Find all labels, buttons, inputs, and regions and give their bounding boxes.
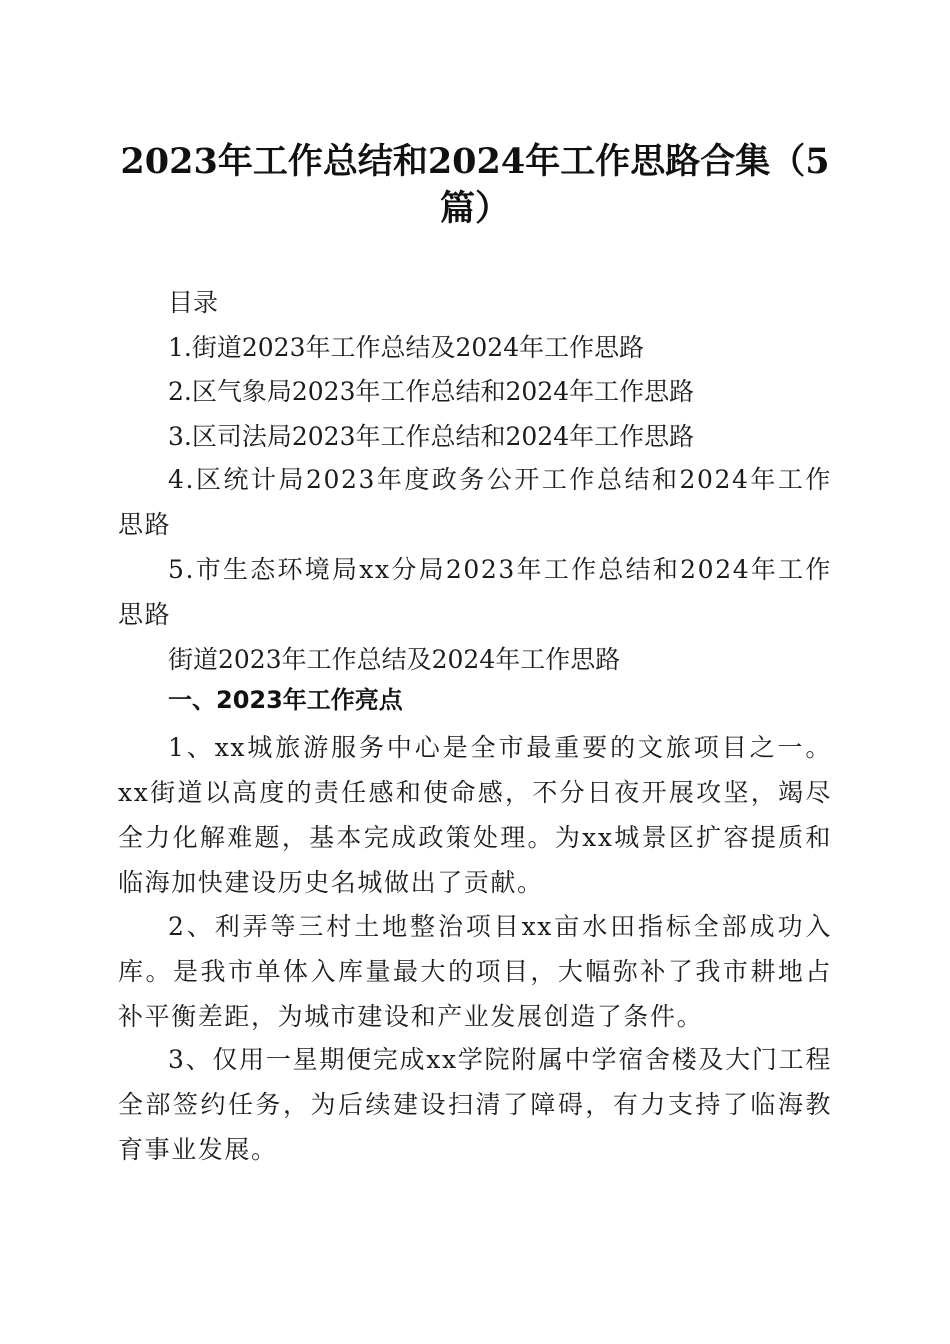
paragraph-3: 3、仅用一星期便完成xx学院附属中学宿舍楼及大门工程全部签约任务，为后续建设扫清了障碍，有力支持了临海教育事业发展。 [118, 1045, 832, 1164]
toc-label: 目录 [168, 288, 219, 317]
toc-item-2[interactable]: 2.区气象局2023年工作总结和2024年工作思路 [168, 377, 695, 406]
toc-item-1[interactable]: 1.街道2023年工作总结及2024年工作思路 [168, 333, 645, 362]
paragraph-1: 1、xx城旅游服务中心是全市最重要的文旅项目之一。xx街道以高度的责任感和使命感，不分日夜开展攻坚，竭尽全力化解难题，基本完成政策处理。为xx城景区扩容提质和临海加快建设历史名城做出了贡献。 [118, 733, 832, 897]
document-title: 2023年工作总结和2024年工作思路合集（5篇） [120, 141, 830, 229]
paragraph-2: 2、利弄等三村土地整治项目xx亩水田指标全部成功入库。是我市单体入库量最大的项目，大幅弥补了我市耕地占补平衡差距，为城市建设和产业发展创造了条件。 [118, 912, 832, 1031]
toc-item-5[interactable]: 5.市生态环境局xx分局2023年工作总结和2024年工作思路 [118, 555, 832, 629]
section-title: 街道2023年工作总结及2024年工作思路 [168, 645, 621, 674]
toc-item-4[interactable]: 4.区统计局2023年度政务公开工作总结和2024年工作思路 [118, 465, 832, 539]
section-heading: 一、2023年工作亮点 [168, 686, 403, 714]
toc-item-3[interactable]: 3.区司法局2023年工作总结和2024年工作思路 [168, 422, 695, 451]
